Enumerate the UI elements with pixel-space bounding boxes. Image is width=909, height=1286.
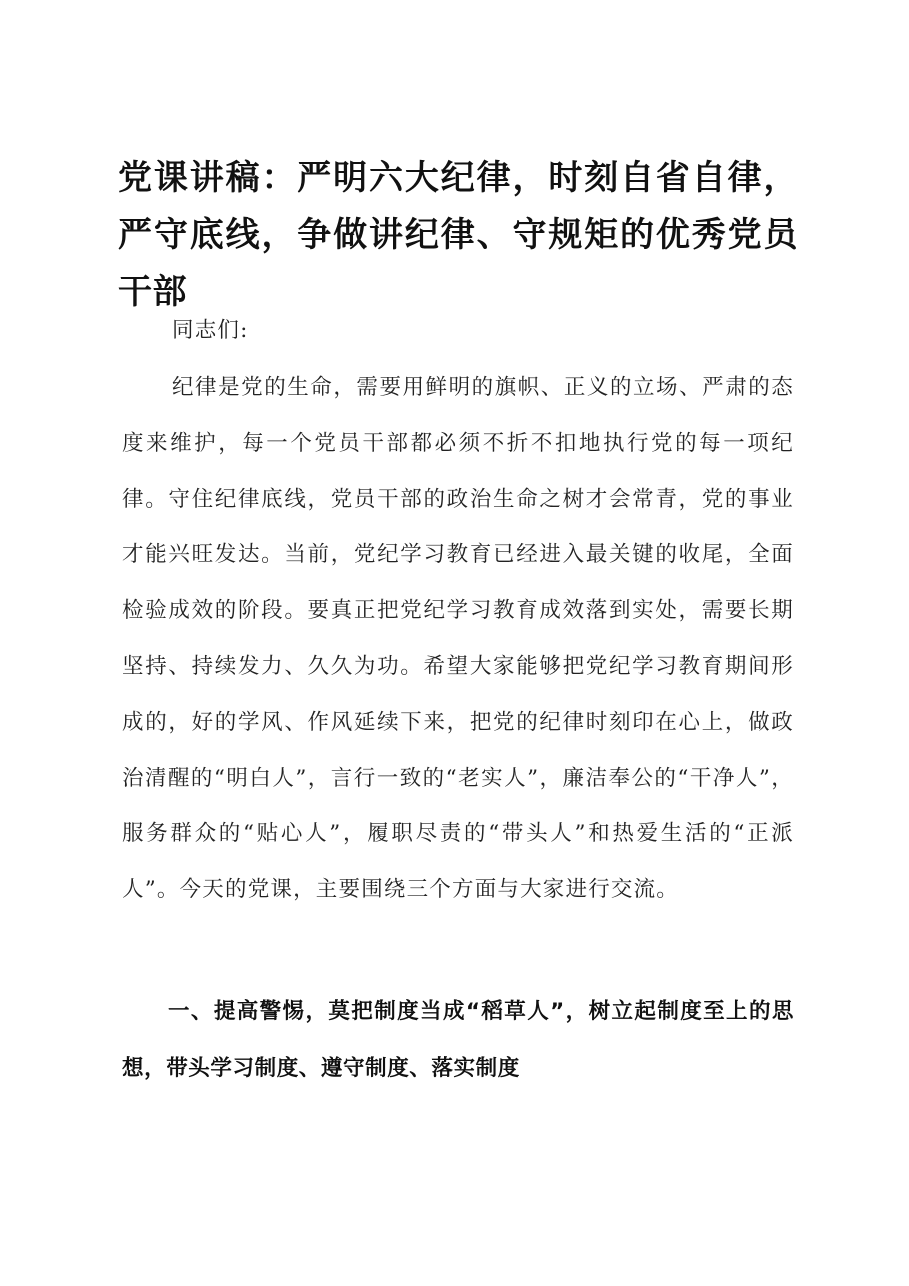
greeting: 同志们:: [172, 318, 249, 343]
section-heading: 一、提高警惕，莫把制度当成“稻草人”，树立起制度至上的思想，带头学习制度、遵守制度、落实制度: [122, 999, 794, 1081]
document-title: 党课讲稿：严明六大纪律，时刻自省自律，严守底线，争做讲纪律、守规矩的优秀党员干部: [118, 158, 798, 312]
body-paragraph: 纪律是党的生命，需要用鲜明的旗帜、正义的立场、严肃的态度来维护，每一个党员干部都必须不折不扣地执行党的每一项纪律。守住纪律底线，党员干部的政治生命之树才会常青，党的事业才能兴旺发达。当前，党纪学习教育已经进入最关键的收尾，全面检验成效的阶段。要真正把党纪学习教育成效落到实处，需要长期坚持、持续发力、久久为功。希望大家能够把党纪学习教育期间形成的，好的学风、作风延续下来，把党的纪律时刻印在心上，做政治清醒的“明白人”，言行一致的“老实人”，廉洁奉公的“干净人”，服务群众的“贴心人”，履职尽责的“带头人”和热爱生活的“正派人”。今天的党课，主要围绕三个方面与大家进行交流。: [122, 375, 794, 903]
